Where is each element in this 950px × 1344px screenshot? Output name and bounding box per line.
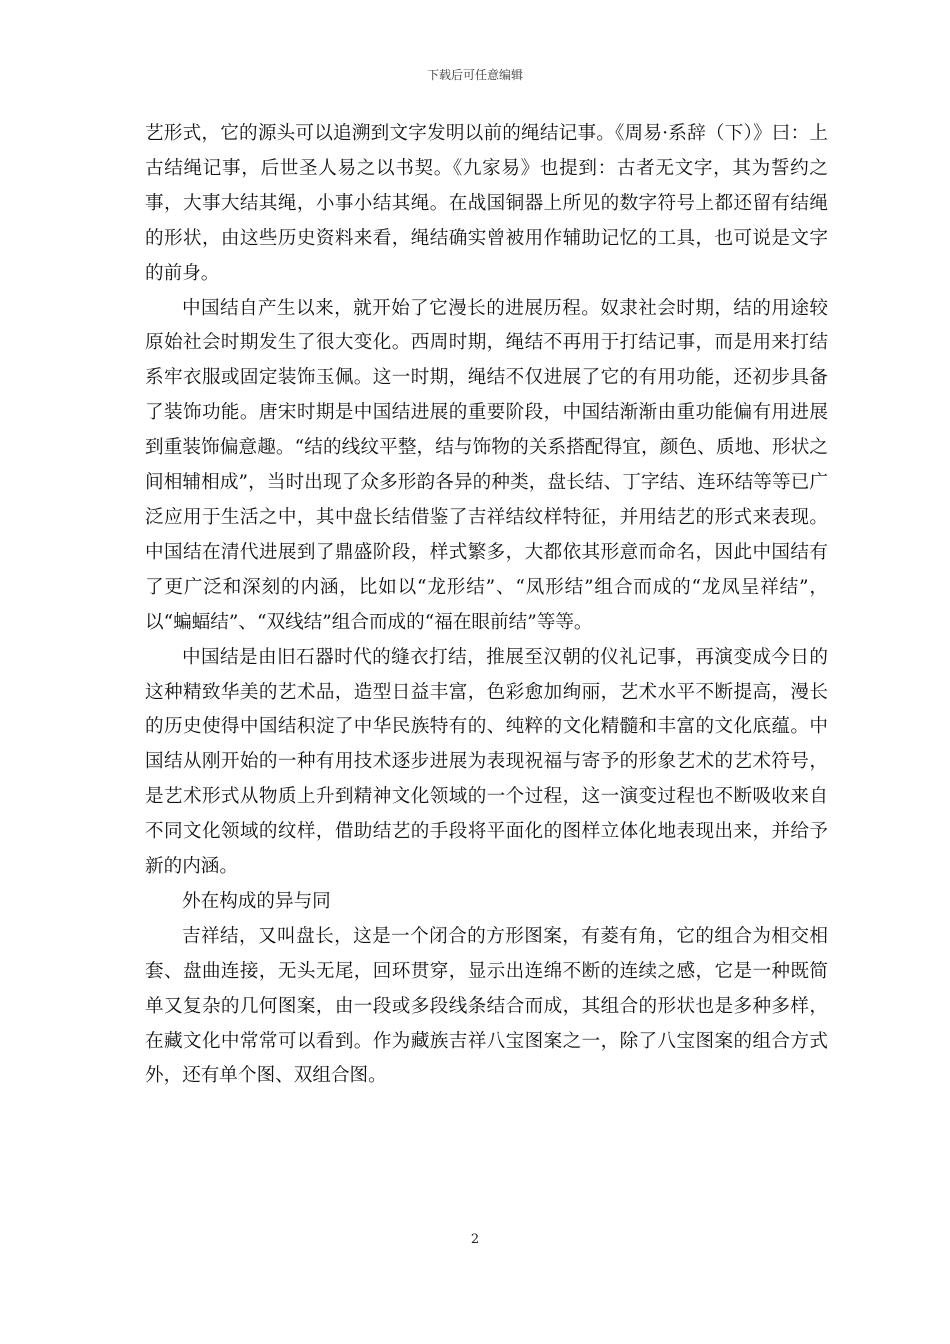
paragraph-continuation: 艺形式，它的源头可以追溯到文字发明以前的绳结记事。《周易·系辞（下）》曰：上古结绳记事，后世圣人易之以书契。《九家易》也提到：古者无文字，其为誓约之事，大事大结其绳，小事小结其绳。在战国铜器上所见的数字符号上都还留有结绳的形状，由这些历史资料来看，绳结确实曾被用作辅助记忆的工具，也可说是文字的前身。 — [145, 123, 828, 284]
paragraph-history: 中国结自产生以来，就开始了它漫长的进展历程。奴隶社会时期，结的用途较原始社会时期发生了很大变化。西周时期，绳结不再用于打结记事，而是用来打结系牢衣服或固定装饰玉佩。这一时期，绳结不仅进展了它的有用功能，还初步具备了装饰功能。唐宋时期是中国结进展的重要阶段，中国结渐渐由重功能偏有用进展到重装饰偏意趣。“结的线纹平整，结与饰物的关系搭配得宜，颜色、质地、形状之间相辅相成”，当时出现了众多形韵各异的种类，盘长结、丁字结、连环结等等已广泛应用于生活之中，其中盘长结借鉴了吉祥结纹样特征，并用结艺的形式来表现。中国结在清代进展到了鼎盛阶段，样式繁多，大都依其形意而命名，因此中国结有了更广泛和深刻的内涵，比如以“龙形结”、“凤形结”组合而成的“龙凤呈祥结”，以“蝙蝠结”、“双线结”组合而成的“福在眼前结”等等。 — [145, 297, 828, 633]
paragraph-evolution: 中国结是由旧石器时代的缝衣打结，推展至汉朝的仪礼记事，再演变成今日的这种精致华美的艺术品，造型日益丰富，色彩愈加绚丽，艺术水平不断提高，漫长的历史使得中国结积淀了中华民族特有的、纯粹的文化精髓和丰富的文化底蕴。中国结从刚开始的一种有用技术逐步进展为表现祝福与寄予的形象艺术的艺术符号，是艺术形式从物质上升到精神文化领域的一个过程，这一演变过程也不断吸收来自不同文化领域的纹样，借助结艺的手段将平面化的图样立体化地表现出来，并给予新的内涵。 — [145, 646, 828, 878]
section-heading: 外在构成的异与同 — [182, 890, 331, 912]
document-body — [145, 117, 828, 1094]
page-number: 2 — [470, 1232, 480, 1247]
paragraph-auspicious-knot: 吉祥结，又叫盘长，这是一个闭合的方形图案，有菱有角，它的组合为相交相套、盘曲连接，无头无尾，回环贯穿，显示出连绵不断的连续之感，它是一种既简单又复杂的几何图案，由一段或多段线条结合而成，其组合的形状也是多种多样，在藏文化中常常可以看到。作为藏族吉祥八宝图案之一，除了八宝图案的组合方式外，还有单个图、双组合图。 — [145, 925, 828, 1087]
page-header: 下载后可任意编辑 — [426, 68, 523, 82]
